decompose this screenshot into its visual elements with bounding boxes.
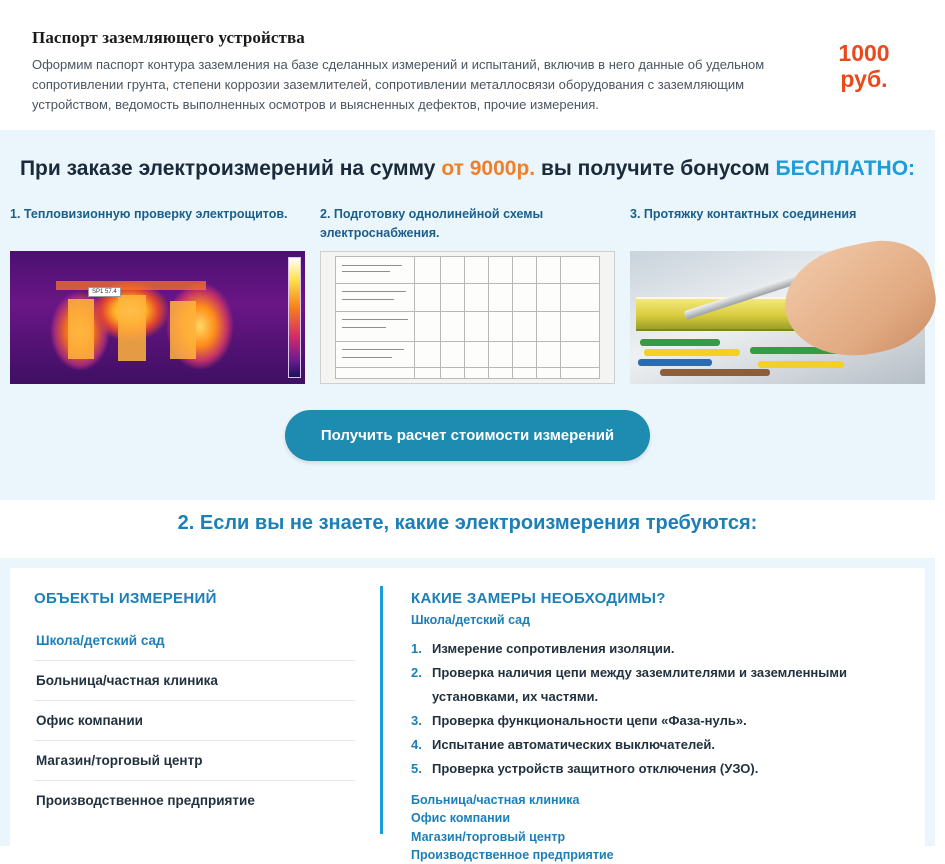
measurement-number: 2.: [411, 665, 422, 681]
bonus-amount: от 9000р.: [441, 157, 536, 180]
thermal-temp-badge: SP1 57.4: [88, 287, 121, 297]
measurement-text: Проверка функциональности цепи «Фаза-нуль».: [432, 713, 747, 729]
bonus-heading-part2: вы получите бонусом: [535, 157, 776, 180]
other-object-item-shop[interactable]: Магазин/торговый центр: [411, 829, 566, 844]
measurement-item: [411, 661, 905, 709]
bonus-item: [630, 205, 925, 384]
measurement-item: [411, 637, 905, 661]
object-item-hospital[interactable]: Больница/частная клиника: [34, 661, 356, 701]
measurement-item: [411, 709, 905, 733]
passport-text-block: [32, 28, 825, 115]
passport-price: 1000 руб.: [838, 40, 890, 93]
measurement-text: Проверка наличия цепи между заземлителями и заземленными установками, их частями.: [432, 665, 847, 705]
section2-panel: [10, 568, 925, 862]
document-sheet: [335, 256, 600, 379]
get-cost-calculation-button[interactable]: Получить расчет стоимости измерений: [285, 410, 650, 461]
bonus-item-text: Тепловизионную проверку электрощитов.: [23, 207, 288, 221]
bonus-item-number: 2.: [320, 207, 331, 221]
bonus-section: [0, 130, 935, 500]
measurements-heading: КАКИЕ ЗАМЕРЫ НЕОБХОДИМЫ?: [411, 590, 666, 607]
bonus-heading-part1: При заказе электроизмерений на сумму: [19, 157, 442, 180]
single-line-diagram-document: [320, 251, 615, 384]
bonus-item-number: 3.: [630, 207, 641, 221]
other-object-item-office[interactable]: Офис компании: [411, 811, 510, 826]
measurement-number: 4.: [411, 737, 422, 753]
objects-column: [10, 568, 380, 846]
measurement-number: 5.: [411, 761, 422, 777]
measurement-item: [411, 733, 905, 757]
bonus-item-text: Протяжку контактных соединения: [643, 207, 857, 221]
other-objects-list: [411, 791, 905, 864]
passport-card: [10, 10, 925, 120]
cta-wrapper: [0, 410, 935, 461]
thermal-color-scale: [288, 257, 301, 378]
measurement-text: Проверка устройств защитного отключения (УЗО).: [432, 761, 759, 777]
bonus-item: [320, 205, 615, 384]
passport-title: Паспорт заземляющего устройства: [32, 28, 305, 47]
other-object-item-factory[interactable]: Производственное предприятие: [411, 847, 614, 862]
measurement-text: Измерение сопротивления изоляции.: [432, 641, 675, 656]
bonus-item-label: [320, 205, 615, 245]
bonus-item-text: Подготовку однолинейной схемы электроснабжения.: [320, 207, 544, 240]
object-item-office[interactable]: Офис компании: [34, 701, 356, 741]
passport-description: Оформим паспорт контура заземления на базе сделанных измерений и испытаний, включив в него данные об удельном сопротивлении грунта, степени коррозии заземлителей, сопротивлении металлосвязи оборудования с заземляющим устройством, ведомость выполненных осмотров и выясненных дефектов, прочие измерения.: [32, 57, 765, 113]
thermal-imaging-photo: [10, 251, 305, 384]
object-item-factory[interactable]: Производственное предприятие: [36, 793, 255, 808]
measurement-item: [411, 757, 905, 781]
measurement-text: Испытание автоматических выключателей.: [432, 737, 715, 753]
bonus-item: [10, 205, 305, 384]
section2-title: 2. Если вы не знаете, какие электроизмерения требуются:: [177, 512, 758, 534]
terminal-block-tightening-photo: [630, 251, 925, 384]
measurements-column: [383, 568, 925, 862]
objects-heading: ОБЪЕКТЫ ИЗМЕРЕНИЙ: [34, 590, 217, 607]
bonus-free-label: БЕСПЛАТНО:: [775, 157, 916, 180]
bonus-item-number: 1.: [10, 207, 21, 221]
object-item-school[interactable]: Школа/детский сад: [34, 621, 356, 661]
measurement-number: 1.: [411, 641, 422, 656]
bonus-item-label: [630, 205, 925, 245]
object-item-shop[interactable]: Магазин/торговый центр: [34, 741, 356, 781]
bonus-heading: [0, 130, 935, 181]
bonus-item-label: [10, 205, 305, 245]
measurement-number: 3.: [411, 713, 422, 729]
other-object-item-hospital[interactable]: Больница/частная клиника: [411, 793, 580, 808]
bonus-items-row: [10, 205, 925, 384]
measurements-subheading: Школа/детский сад: [411, 613, 531, 627]
